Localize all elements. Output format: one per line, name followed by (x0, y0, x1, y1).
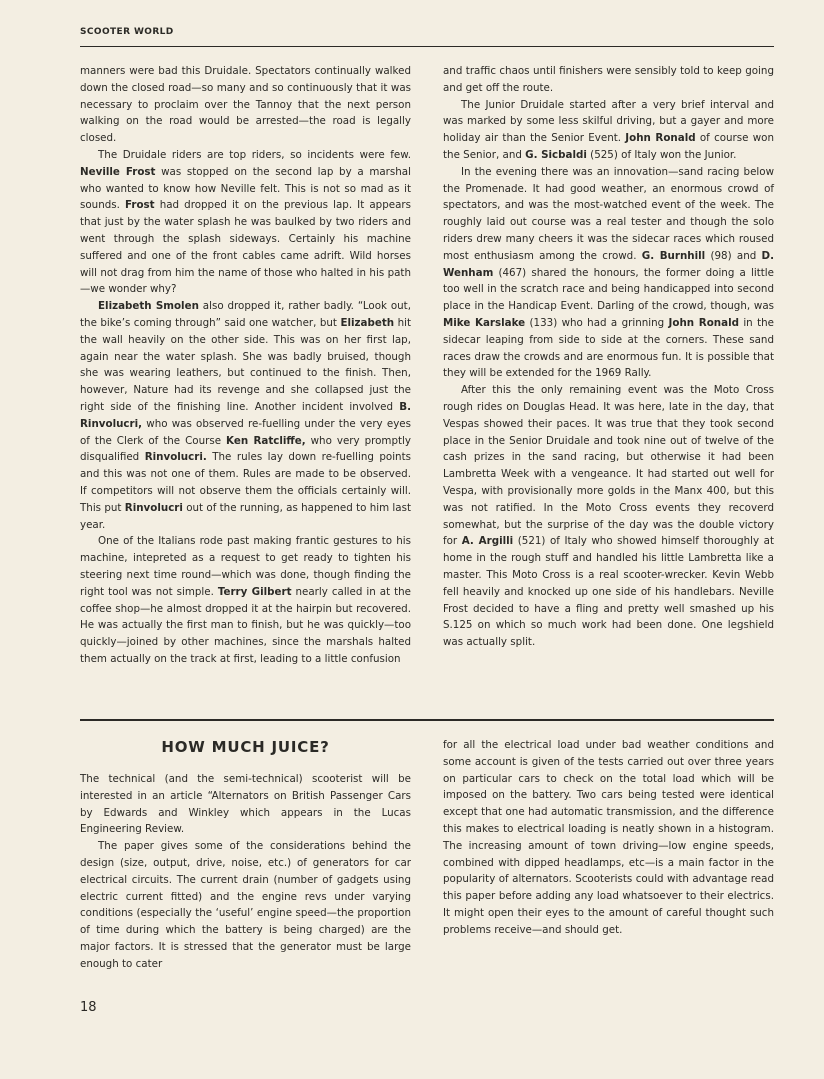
bold-name: Frost (125, 199, 155, 212)
magazine-header: SCOOTER WORLD (80, 27, 174, 37)
bold-name: Elizabeth (340, 316, 395, 329)
bold-name: B. Rinvolucri, (80, 400, 411, 430)
text-run: had dropped it on the previous lap. It appears that just by the water splash he was baulked by two riders and went through the splash sideways. Certainly his machine suffered and one of the front cables came adrift. Wild horses will not drag from him the name of those who halted in his path—we wonder why? (80, 199, 411, 296)
text-run: (133) who had a grinning (525, 316, 669, 329)
text-run: who very promptly disqualified (80, 434, 411, 464)
bold-name: A. Argilli (461, 535, 514, 548)
text-run: (98) and (705, 249, 762, 262)
text-run: (467) shared the honours, the former doing a little too well in the scratch race and being handicapped into second place in the Handicap Event. Darling of the crowd, though, was (443, 266, 774, 313)
bold-name: John Ronald (668, 316, 739, 329)
text-run: and traffic chaos until finishers were sensibly told to keep going and get off the route. (443, 65, 774, 94)
juice-column-1 (80, 771, 411, 973)
text-run: was stopped on the second lap by a marshal who wanted to know how Neville felt. This is not so mad as it sounds. (80, 165, 411, 212)
text-run: nearly called in at the coffee shop—he almost dropped it at the hairpin but recovered. He was actually the first man to finish, but he was quickly—too quickly—joined by other machines, since the marshals halted them actually on the track at first, leading to a little confusion (80, 585, 411, 665)
section-divider (80, 719, 774, 721)
bold-name: Elizabeth Smolen (98, 300, 199, 313)
paragraph (443, 737, 774, 939)
page-number: 18 (80, 1000, 97, 1015)
paragraph (80, 533, 411, 667)
paragraph (443, 97, 774, 164)
bold-name: Rinvolucri (124, 501, 183, 514)
text-run: (525) of Italy won the Junior. (586, 148, 737, 161)
text-run: The Junior Druidale started after a very brief interval and was marked by some less skilful driving, but a gayer and more holiday air than the Senior Event. (443, 98, 774, 145)
bold-name: Neville Frost (80, 165, 156, 178)
bold-name: Ken Ratcliffe, (226, 434, 306, 447)
bold-name: John Ronald (625, 132, 696, 145)
text-run: (521) of Italy who showed himself thoroughly at home in the rough stuff and handled his little Lambretta like a master. This Moto Cross is a real scooter-wrecker. Kevin Webb fell heavily and knocked up one side of his handlebars. Neville Frost decided to have a fling and pretty well smashed up his S.125 on which so much work had been done. One legshield was actually split. (443, 535, 774, 649)
article-column-1 (80, 63, 411, 668)
header-rule (80, 46, 774, 47)
bold-name: G. Burnhill (641, 249, 706, 262)
text-run: in the sidecar leaping from side to side at the corners. These sand races draw the crowds and are enormous fun. It is possible that they will be extended for the 1969 Rally. (443, 316, 774, 380)
text-run: who was observed re-fuelling under the very eyes of the Clerk of the Course (80, 417, 411, 447)
text-run: also dropped it, rather badly. “Look out, the bike’s coming through” said one watcher, but (80, 300, 411, 329)
text-run: hit the wall heavily on the other side. This was on her first lap, again near the water splash. She was badly bruised, though she was wearing leathers, but continued to the finish. Then, however, Nature had its revenge and she collapsed just the right side of the finishing line. Another incident involved (80, 316, 412, 413)
bold-name: Rinvolucri. (144, 451, 207, 464)
text-run: of course won the Senior, and (443, 132, 774, 161)
paragraph (80, 147, 411, 298)
paragraph (443, 63, 774, 97)
bold-name: Mike Karslake (443, 316, 526, 329)
text-run: The technical (and the semi-technical) scooterist will be interested in an article “Alternators on British Passenger Cars by Edwards and Winkley which appears in the Lucas Engineering Review. (80, 773, 411, 836)
text-run: out of the running, as happened to him last year. (80, 501, 412, 531)
text-run: One of the Italians rode past making frantic gestures to his machine, intepreted as a request to get ready to tighten his steering next time round—which was done, though finding the right tool was not simple. (80, 535, 411, 598)
text-run: The paper gives some of the considerations behind the design (size, output, drive, noise, etc.) of generators for car electrical circuits. The current drain (number of gadgets using electric current fitted) and the engine revs under varying conditions (especially the ‘useful’ engine speed—the proportion of time during which the battery is being charged) are the major factors. It is stressed that the generator must be large enough to cater (80, 840, 411, 970)
bold-name: Terry Gilbert (217, 585, 292, 598)
text-run: The Druidale riders are top riders, so incidents were few. (98, 148, 411, 161)
text-run: manners were bad this Druidale. Spectators continually walked down the closed road—so many and so continuously that it was necessary to proclaim over the Tannoy that the next person walking on the road would be arrested—the road is legally closed. (80, 65, 411, 145)
text-run: for all the electrical load under bad weather conditions and some account is given of the tests carried out over three years on particular cars to check on the total load which will be imposed on the battery. Two cars being tested were identical except that one had automatic transmission, and the difference this makes to electrical loading is neatly shown in a histogram. The increasing amount of town driving—low engine speeds, combined with dipped headlamps, etc—is a main factor in the popularity of alternators. Scooterists could with advantage read this paper before adding any load whatsoever to their electrics. It might open their eyes to the amount of careful thought such problems receive—and should get. (443, 739, 774, 936)
paragraph (80, 298, 411, 533)
article-heading: HOW MUCH JUICE? (161, 738, 330, 756)
paragraph (80, 63, 411, 147)
paragraph (80, 838, 411, 972)
text-run: In the evening there was an innovation—sand racing below the Promenade. It had good weather, an enormous crowd of spectators, and was the most-watched event of the week. The roughly laid out course was a real tester and though the solo riders drew many cheers it was the sidecar races which roused most enthusiasm among the crowd. (443, 165, 774, 262)
bold-name: D. Wenham (443, 249, 774, 279)
paragraph (443, 164, 774, 382)
paragraph (80, 771, 411, 838)
juice-column-2 (443, 737, 774, 939)
bold-name: G. Sicbaldi (525, 148, 587, 161)
text-run: After this the only remaining event was the Moto Cross rough rides on Douglas Head. It was here, late in the day, that Vespas showed their paces. It was true that they took second place in the Senior Druidale and took nine out of twelve of the cash prizes in the sand racing, but otherwise it had been Lambretta Week with a vengeance. It had started out well for Vespa, with provisionally more golds in the Manx 400, but this was not ratified. In the Moto Cross events they recoverd somewhat, but the surprise of the day was the double victory for (443, 384, 774, 548)
article-column-2 (443, 63, 774, 651)
text-run: The rules lay down re-fuelling points and this was not one of them. Rules are made to be observed. If competitors will not observe them the officials certainly will. This put (80, 451, 411, 514)
paragraph (443, 382, 774, 651)
